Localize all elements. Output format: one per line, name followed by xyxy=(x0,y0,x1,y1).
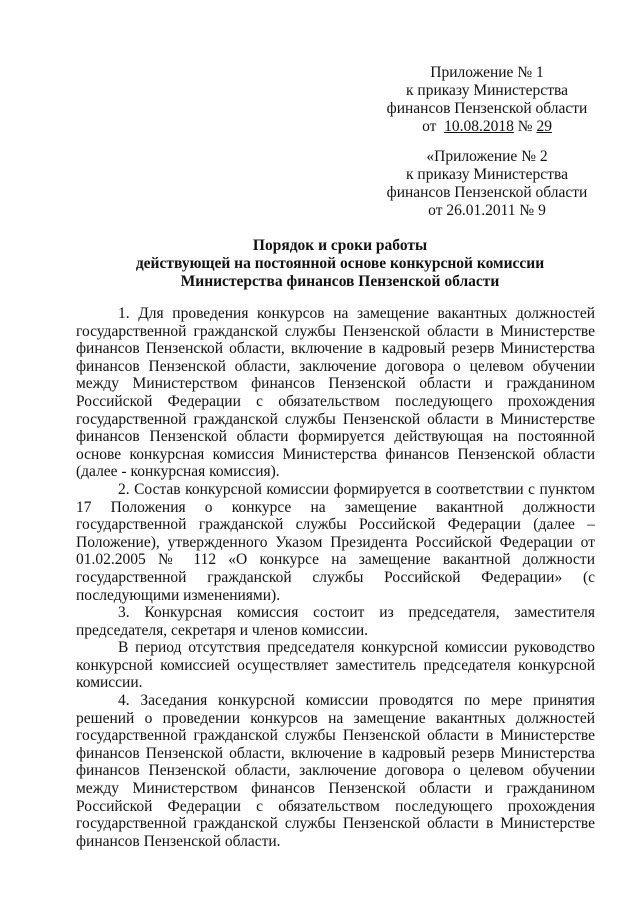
appendix-header xyxy=(360,64,614,136)
appendix-date-line xyxy=(360,118,614,136)
original-appendix-header xyxy=(360,148,614,220)
order-number: 29 xyxy=(536,118,552,135)
paragraph-4: 4. Заседания конкурсной комиссии проводятся по мере принятия решений о проведении конкурсов на замещение вакантных должностей государственной гражданской службы Пензенской области в Министерстве финансов Пензенской области, включение в кадровый резерв Министерства финансов Пензенской области, заключение договора о целевом обучении между Министерством финансов Пензенской области и гражданином Российской Федерации с обязательством последующего прохождения государственной гражданской службы Пензенской области в Министерстве финансов Пензенской области. xyxy=(76,692,595,850)
appendix-title: Приложение № 1 xyxy=(430,64,544,81)
document-body xyxy=(76,305,595,850)
paragraph-3-note: В период отсутствия председателя конкурсной комиссии руководство конкурсной комиссией осуществляет заместитель председателя конкурсной комиссии. xyxy=(76,639,595,692)
title-line-1: Порядок и сроки работы xyxy=(252,237,428,254)
original-appendix-date: от 26.01.2011 № 9 xyxy=(428,202,546,219)
paragraph-3: 3. Конкурсная комиссия состоит из председателя, заместителя председателя, секретаря и членов комиссии. xyxy=(76,604,595,639)
date-prefix: от xyxy=(422,118,437,135)
paragraph-2: 2. Состав конкурсной комиссии формируется в соответствии с пунктом 17 Положения о конкурсе на замещение вакантной должности государственной гражданской службы Российской Федерации (далее – Положение), утвержденного Указом Президента Российской Федерации от 01.02.2005 № 112 «О конкурсе на замещение вакантной должности государственной гражданской службы Российской Федерации» (с последующими изменениями). xyxy=(76,480,595,604)
appendix-ministry: финансов Пензенской области xyxy=(386,100,588,117)
title-line-3: Министерства финансов Пензенской области xyxy=(180,273,500,290)
order-date: 10.08.2018 xyxy=(444,118,514,135)
number-prefix: № xyxy=(517,118,533,135)
original-appendix-ministry: финансов Пензенской области xyxy=(386,184,588,201)
original-appendix-order-ref: к приказу Министерства xyxy=(406,166,568,183)
paragraph-1: 1. Для проведения конкурсов на замещение вакантных должностей государственной гражданской службы Пензенской области в Министерстве финансов Пензенской области, включение в кадровый резерв Министерства финансов Пензенской области, заключение договора о целевом обучении между Министерством финансов Пензенской области и гражданином Российской Федерации с обязательством последующего прохождения государственной гражданской службы Пензенской области в Министерстве финансов Пензенской области формируется действующая на постоянной основе конкурсная комиссия Министерства финансов Пензенской области (далее - конкурсная комиссия). xyxy=(76,305,595,481)
original-appendix-title: «Приложение № 2 xyxy=(426,148,548,165)
appendix-order-ref: к приказу Министерства xyxy=(406,82,568,99)
document-title xyxy=(60,237,620,291)
title-line-2: действующей на постоянной основе конкурсной комиссии xyxy=(135,255,545,272)
